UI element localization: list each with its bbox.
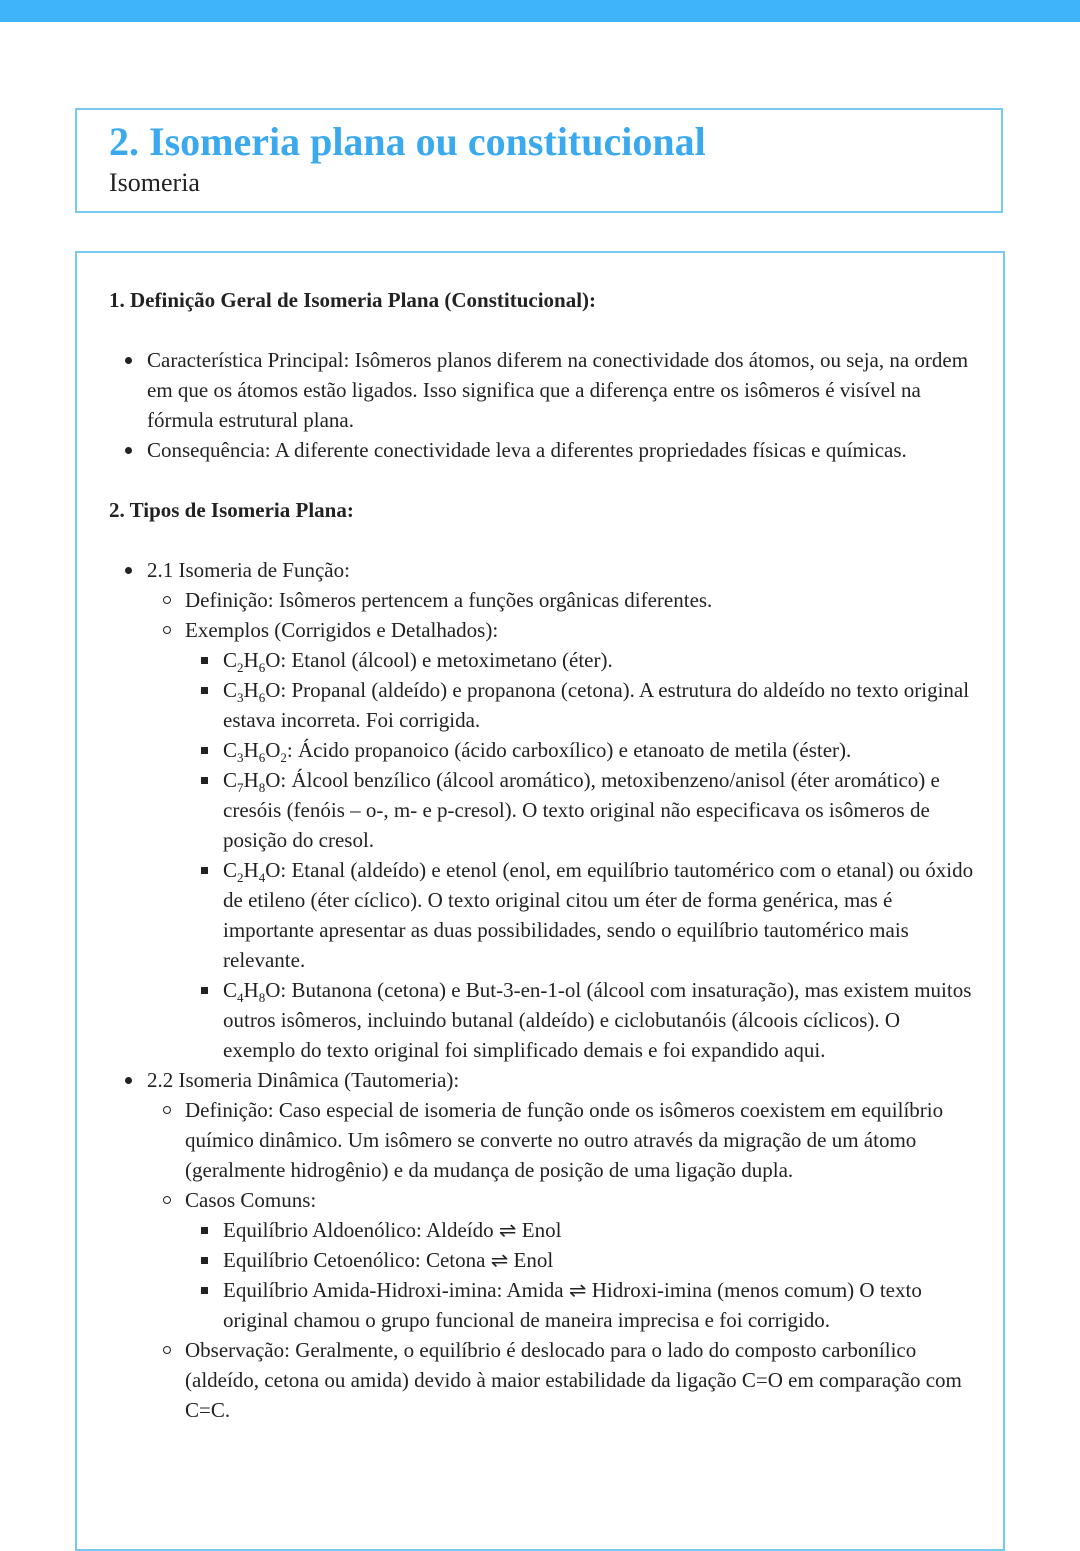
list-item: $C_3H_6O$: Propanal (aldeído) e propanona (cetona). A estrutura do aldeído no texto original estava incorreta. Foi corrigida. [223, 678, 970, 732]
list-item: Observação: Geralmente, o equilíbrio é deslocado para o lado do composto carbonílico (aldeído, cetona ou amida) devido à maior estabilidade da ligação C=O em comparação com C=C. [185, 1338, 962, 1422]
list-item: Consequência: A diferente conectividade leva a diferentes propriedades físicas e químicas. [147, 438, 907, 462]
top-accent-bar [0, 0, 1080, 22]
list-item: Definição: Caso especial de isomeria de função onde os isômeros coexistem em equilíbrio químico dinâmico. Um isômero se converte no outro através da migração de um átomo (geralmente hidrogênio) e da mudança de posição de uma ligação dupla. [185, 1098, 944, 1182]
chemical-formula: $C_2H_6O$ [223, 648, 281, 676]
list-item: Característica Principal: Isômeros planos diferem na conectividade dos átomos, ou seja, na ordem em que os átomos estão ligados. Isso significa que a diferença entre os isômeros é visível na fórmula estrutural plana. [147, 348, 969, 432]
list-item-tautomeria: 2.2 Isomeria Dinâmica (Tautomeria): Definição: Caso especial de isomeria de função onde os isômeros coexistem em equilíbrio químico dinâmico. Um isômero se converte no outro através da migração de um átomo (geralmente hidrogênio) e da mudança de posição de uma ligação dupla. Casos Comuns: Equilíbrio Aldoenólico: Aldeído ⇌ Enol Equilíbrio Cetoenólico: Cetona ⇌ Enol Equilíbrio Amida-Hidroxi-imina: Amida ⇌ Hidroxi-imina (menos comum) O texto original chamou o grupo funcional de maneira imprecisa e foi corrigido. Observação: Geralmente, o equilíbrio é deslocado para o lado do composto carbonílico (aldeído, cetona ou amida) devido à maior estabilidade da ligação C=O em comparação com C=C. [109, 1065, 977, 1425]
section-2-heading: 2. Tipos de Isomeria Plana: [109, 498, 354, 522]
chemical-formula: $C_2H_4O$ [223, 858, 281, 886]
chemical-formula: $C_3H_6O$ [223, 678, 281, 706]
section-1-list [109, 345, 977, 465]
page-subtitle: Isomeria [109, 168, 200, 197]
chemical-formula: $C_4H_8O$ [223, 978, 281, 1006]
list-item: $C_2H_6O$: Etanol (álcool) e metoximetano (éter). [223, 648, 613, 676]
section-1-heading: 1. Definição Geral de Isomeria Plana (Constitucional): [109, 288, 597, 312]
list-item: Equilíbrio Amida-Hidroxi-imina: Amida ⇌ Hidroxi-imina (menos comum) O texto original chamou o grupo funcional de maneira imprecisa e foi corrigido. [223, 1278, 922, 1332]
list-item-isomeria-funcao: 2.1 Isomeria de Função: Definição: Isômeros pertencem a funções orgânicas diferentes. Exemplos (Corrigidos e Detalhados): $C_2H_6O$: Etanol (álcool) e metoximetano (éter). $C_3H_6O$: Propanal (aldeído) e propanona (cetona). A estrutura do aldeído no texto original estava incorreta. Foi corrigida. $C_3H_6O_2$: Ácido propanoico (ácido carboxílico) e etanoato de metila (éster). $C_7H_8O$: Álcool benzílico (álcool aromático), metoxibenzeno/anisol (éter aromático) e cresóis (fenóis – o-, m- e p-cresol). O texto original não especificava os isômeros de posição do cresol. $C_2H_4O$: Etanal (aldeído) e etenol (enol, em equilíbrio tautomérico com o etanal) ou óxido de etileno (éter cíclico). O texto original citou um éter de forma genérica, mas é importante apresentar as duas possibilidades, sendo o equilíbrio tautomérico mais relevante. $C_4H_8O$: Butanona (cetona) e But-3-en-1-ol (álcool com insaturação), mas existem muitos outros isômeros, incluindo butanal (aldeído) e ciclobutanóis (álcoois cíclicos). O exemplo do texto original foi simplificado demais e foi expandido aqui. [109, 555, 977, 1065]
list-item: Equilíbrio Cetoenólico: Cetona ⇌ Enol [223, 1248, 554, 1272]
list-item: $C_7H_8O$: Álcool benzílico (álcool aromático), metoxibenzeno/anisol (éter aromático) e cresóis (fenóis – o-, m- e p-cresol). O texto original não especificava os isômeros de posição do cresol. [223, 768, 940, 852]
list-item: $C_2H_4O$: Etanal (aldeído) e etenol (enol, em equilíbrio tautomérico com o etanal) ou óxido de etileno (éter cíclico). O texto original citou um éter de forma genérica, mas é importante apresentar as duas possibilidades, sendo o equilíbrio tautomérico mais relevante. [223, 858, 974, 972]
list-item: Equilíbrio Aldoenólico: Aldeído ⇌ Enol [223, 1218, 562, 1242]
section-2-list [109, 555, 977, 1425]
content-body [109, 285, 977, 1425]
examples-list [185, 645, 977, 1065]
chemical-formula: $C_3H_6O_2$ [223, 738, 287, 766]
list-item: Casos Comuns: Equilíbrio Aldoenólico: Aldeído ⇌ Enol Equilíbrio Cetoenólico: Cetona ⇌ Enol Equilíbrio Amida-Hidroxi-imina: Amida ⇌ Hidroxi-imina (menos comum) O texto original chamou o grupo funcional de maneira imprecisa e foi corrigido. [147, 1185, 977, 1335]
page-title: 2. Isomeria plana ou constitucional [109, 119, 706, 164]
list-item: $C_3H_6O_2$: Ácido propanoico (ácido carboxílico) e etanoato de metila (éster). [223, 738, 852, 766]
list-item: $C_4H_8O$: Butanona (cetona) e But-3-en-1-ol (álcool com insaturação), mas existem muitos outros isômeros, incluindo butanal (aldeído) e ciclobutanóis (álcoois cíclicos). O exemplo do texto original foi simplificado demais e foi expandido aqui. [223, 978, 972, 1062]
list-item: Exemplos (Corrigidos e Detalhados): $C_2H_6O$: Etanol (álcool) e metoximetano (éter). $C_3H_6O$: Propanal (aldeído) e propanona (cetona). A estrutura do aldeído no texto original estava incorreta. Foi corrigida. $C_3H_6O_2$: Ácido propanoico (ácido carboxílico) e etanoato de metila (éster). $C_7H_8O$: Álcool benzílico (álcool aromático), metoxibenzeno/anisol (éter aromático) e cresóis (fenóis – o-, m- e p-cresol). O texto original não especificava os isômeros de posição do cresol. $C_2H_4O$: Etanal (aldeído) e etenol (enol, em equilíbrio tautomérico com o etanal) ou óxido de etileno (éter cíclico). O texto original citou um éter de forma genérica, mas é importante apresentar as duas possibilidades, sendo o equilíbrio tautomérico mais relevante. $C_4H_8O$: Butanona (cetona) e But-3-en-1-ol (álcool com insaturação), mas existem muitos outros isômeros, incluindo butanal (aldeído) e ciclobutanóis (álcoois cíclicos). O exemplo do texto original foi simplificado demais e foi expandido aqui. [147, 615, 977, 1065]
list-item: Definição: Isômeros pertencem a funções orgânicas diferentes. [185, 588, 713, 612]
header-card [75, 108, 1003, 213]
content-card [75, 251, 1005, 1551]
chemical-formula: $C_7H_8O$ [223, 768, 281, 796]
